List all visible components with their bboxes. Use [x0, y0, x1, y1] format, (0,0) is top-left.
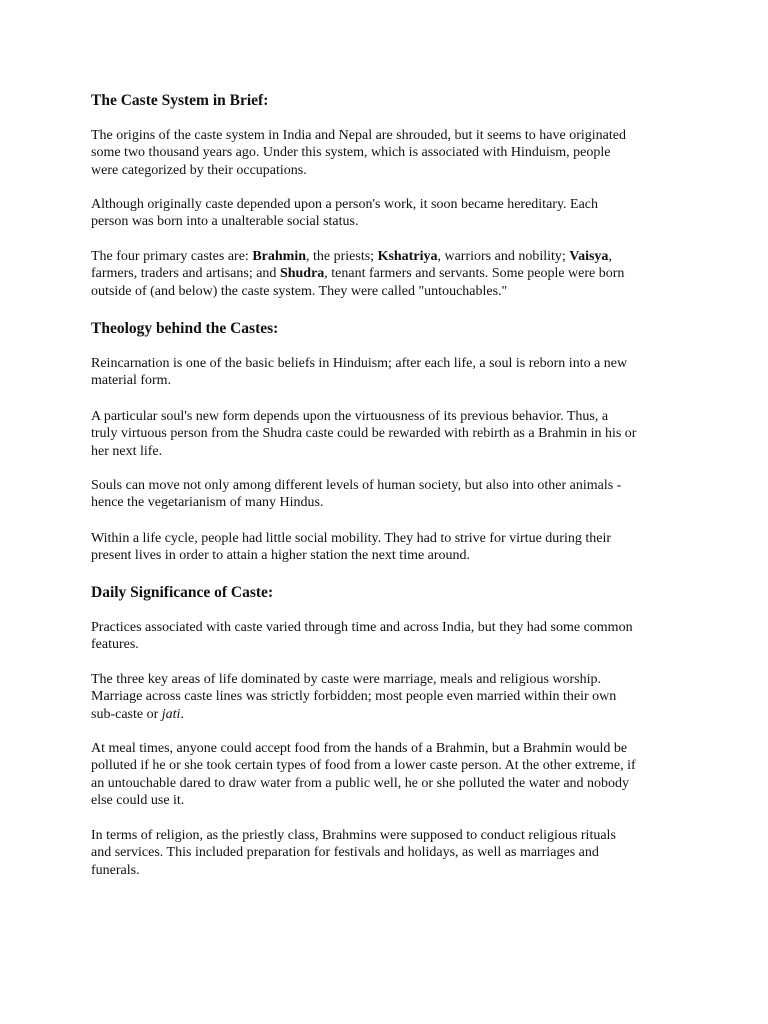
text-line: truly virtuous person from the Shudra caste could be rewarded with rebirth as a Brahmin in his or: [91, 426, 637, 442]
paragraph-practices: [91, 619, 681, 654]
text-line: Within a life cycle, people had little social mobility. They had to strive for virtue during their: [91, 531, 612, 546]
text-line: [91, 706, 681, 723]
text-span: sub-caste or: [91, 706, 162, 722]
text-line: Although originally caste depended upon a person's work, it soon became hereditary. Each: [91, 197, 599, 212]
text-line: material form.: [91, 373, 172, 389]
caste-name-vaisya: Vaisya: [569, 249, 609, 264]
caste-name-brahmin: Brahmin: [252, 249, 307, 264]
text-line: her next life.: [91, 443, 163, 459]
text-line: present lives in order to attain a higher station the next time around.: [91, 548, 471, 564]
text-span: , tenant farmers and servants. Some people were born: [324, 266, 625, 282]
text-line: In terms of religion, as the priestly class, Brahmins were supposed to conduct religious rituals: [91, 828, 616, 843]
section-heading-theology: Theology behind the Castes:: [91, 320, 279, 337]
text-line: Souls can move not only among different levels of human society, but also into other animals -: [91, 478, 622, 493]
term-jati: jati: [161, 706, 181, 722]
text-line: A particular soul's new form depends upon the virtuousness of its previous behavior. Thus, a: [91, 409, 609, 424]
text-line: person was born into a unalterable social status.: [91, 214, 359, 230]
caste-name-shudra: Shudra: [279, 266, 325, 282]
text-line: [91, 265, 681, 282]
section-heading-daily-significance: Daily Significance of Caste:: [91, 584, 274, 601]
paragraph-origins: [91, 127, 681, 179]
text-line: Reincarnation is one of the basic beliefs in Hinduism; after each life, a soul is reborn into a new: [91, 356, 628, 371]
text-line: some two thousand years ago. Under this system, which is associated with Hinduism, people: [91, 145, 611, 161]
text-line: Practices associated with caste varied through time and across India, but they had some common: [91, 620, 633, 635]
paragraph-virtuousness: [91, 408, 681, 460]
text-span: ,: [608, 249, 612, 264]
paragraph-hereditary: [91, 196, 681, 231]
paragraph-reincarnation: [91, 355, 681, 390]
text-span: farmers, traders and artisans; and: [91, 266, 280, 282]
section-heading-caste-system: The Caste System in Brief:: [91, 92, 269, 109]
paragraph-religion: [91, 827, 681, 879]
paragraph-four-castes: [91, 248, 681, 300]
text-line: Marriage across caste lines was strictly forbidden; most people even married within their own: [91, 689, 617, 705]
text-line: else could use it.: [91, 793, 185, 809]
paragraph-souls: [91, 477, 681, 512]
text-span: , warriors and nobility;: [437, 249, 570, 264]
paragraph-mobility: [91, 530, 681, 565]
text-line: were categorized by their occupations.: [91, 162, 307, 178]
text-line: outside of (and below) the caste system. They were called "untouchables.": [91, 283, 508, 299]
text-line: hence the vegetarianism of many Hindus.: [91, 495, 324, 511]
text-span: .: [180, 706, 184, 722]
text-line: The three key areas of life dominated by caste were marriage, meals and religious worship.: [91, 672, 602, 687]
paragraph-meal-times: [91, 740, 681, 810]
text-line: an untouchable dared to draw water from a public well, he or she polluted the water and nobody: [91, 775, 630, 791]
paragraph-key-areas: [91, 671, 681, 723]
text-line: features.: [91, 637, 139, 653]
text-span: The four primary castes are:: [91, 249, 253, 264]
text-line: funerals.: [91, 862, 140, 878]
text-line: At meal times, anyone could accept food from the hands of a Brahmin, but a Brahmin would be: [91, 741, 628, 756]
text-line: polluted if he or she took certain types of food from a lower caste person. At the other extreme, if: [91, 758, 636, 774]
text-span: , the priests;: [306, 249, 378, 264]
caste-name-kshatriya: Kshatriya: [377, 249, 438, 264]
text-line: and services. This included preparation for festivals and holidays, as well as marriages and: [91, 845, 599, 861]
text-line: The origins of the caste system in India and Nepal are shrouded, but it seems to have originated: [91, 128, 626, 143]
text-line: [91, 248, 681, 265]
